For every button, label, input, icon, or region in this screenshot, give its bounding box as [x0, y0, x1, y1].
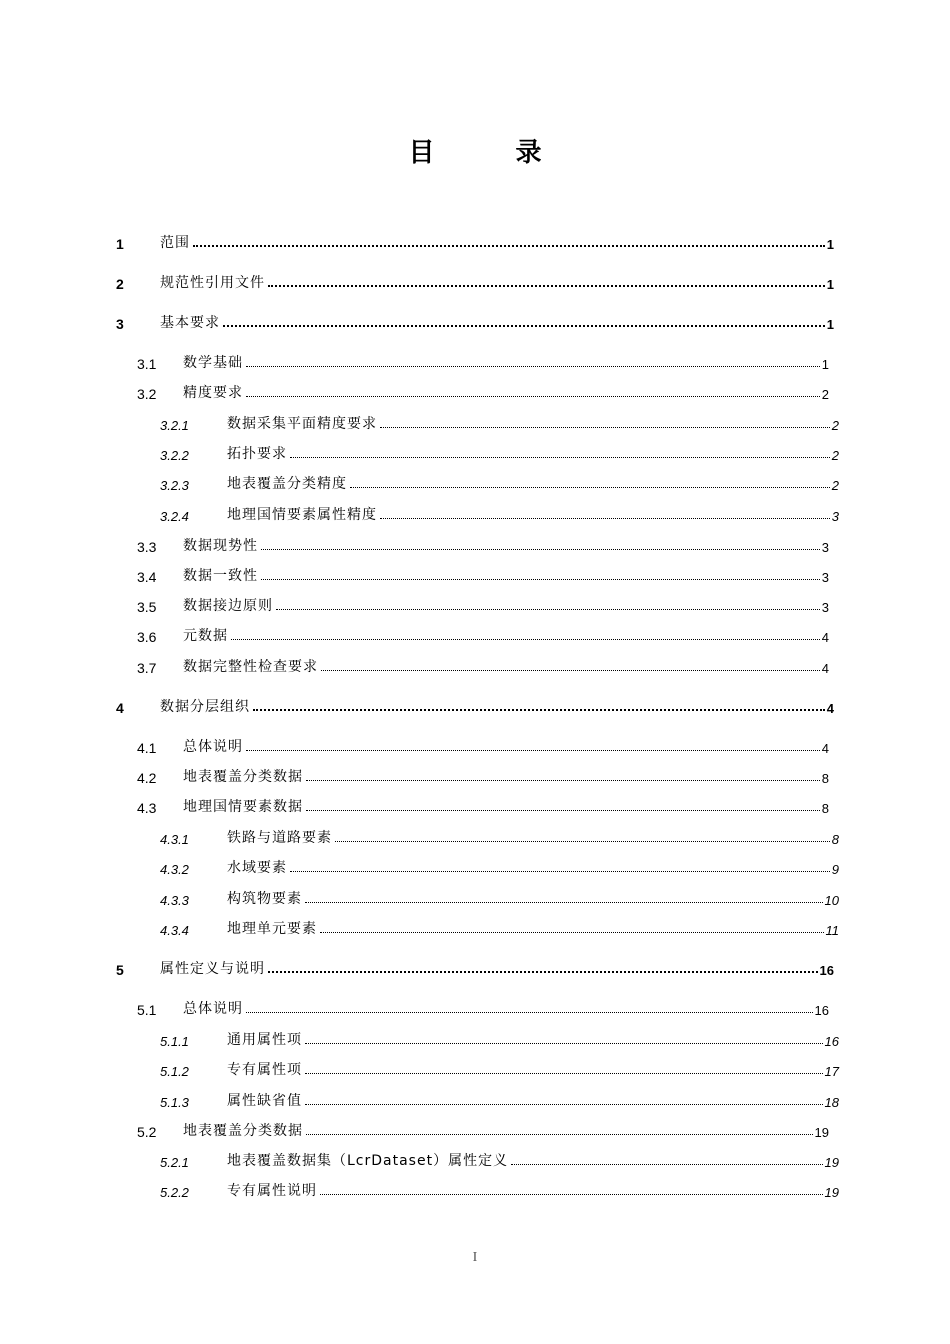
toc-entry-page: 11: [825, 923, 839, 938]
toc-entry[interactable]: [0, 918, 950, 940]
toc-entry-number: 4.3.2: [160, 862, 189, 877]
toc-entry-label: 数学基础: [183, 355, 243, 371]
toc-entry-number: 3.6: [137, 629, 157, 645]
toc-entry-page: 16: [824, 1034, 839, 1049]
toc-entry-label: 数据现势性: [183, 538, 258, 554]
toc-entry-label: 地表覆盖数据集（LcrDataset）属性定义: [227, 1153, 509, 1169]
toc-entry[interactable]: [0, 1150, 950, 1172]
dot-leader: [335, 841, 830, 842]
toc-entry[interactable]: [0, 998, 950, 1020]
toc-entry-label: 地表覆盖分类数据: [183, 769, 303, 785]
toc-entry[interactable]: [0, 796, 950, 818]
toc-entry[interactable]: [0, 736, 950, 758]
toc-entry-label: 通用属性项: [227, 1032, 302, 1048]
toc-entry-number: 4.3: [137, 800, 157, 816]
toc-entry-page: 2: [831, 448, 839, 463]
toc-title: 目 录: [408, 138, 578, 168]
toc-entry-page: 9: [831, 862, 839, 877]
toc-entry-number: 3.2.2: [160, 448, 189, 463]
toc-entry-label: 基本要求: [160, 315, 220, 331]
toc-entry-number: 4.3.3: [160, 893, 189, 908]
toc-entry-label: 数据采集平面精度要求: [227, 416, 377, 432]
dot-leader: [268, 971, 818, 973]
toc-entry-number: 3.4: [137, 569, 157, 585]
toc-entry-number: 3.2.1: [160, 418, 189, 433]
toc-entry-number: 3.5: [137, 599, 157, 615]
dot-leader: [380, 427, 830, 428]
toc-entry-number: 3.7: [137, 660, 157, 676]
toc-entry-number: 5.1.1: [160, 1034, 189, 1049]
toc-entry-number: 4.3.4: [160, 923, 189, 938]
dot-leader: [246, 750, 820, 751]
dot-leader: [305, 1073, 823, 1074]
toc-entry[interactable]: [0, 352, 950, 374]
toc-entry-page: 10: [824, 893, 839, 908]
toc-entry[interactable]: [0, 232, 950, 254]
toc-entry-label: 元数据: [183, 628, 228, 644]
toc-entry-number: 4: [116, 700, 124, 716]
toc-entry[interactable]: [0, 696, 950, 718]
toc-entry-page: 18: [824, 1095, 839, 1110]
toc-entry-number: 5.2.1: [160, 1155, 189, 1170]
toc-entry[interactable]: [0, 595, 950, 617]
toc-entry-page: 3: [821, 570, 829, 585]
toc-entry[interactable]: [0, 443, 950, 465]
toc-entry-label: 拓扑要求: [227, 446, 287, 462]
toc-entry[interactable]: [0, 504, 950, 526]
dot-leader: [246, 396, 820, 397]
dot-leader: [261, 579, 820, 580]
toc-entry-page: 1: [826, 317, 834, 332]
toc-entry-label: 地理国情要素属性精度: [227, 507, 377, 523]
toc-entry-label: 数据接边原则: [183, 598, 273, 614]
toc-entry[interactable]: [0, 473, 950, 495]
dot-leader: [223, 325, 825, 327]
toc-entry-label: 铁路与道路要素: [227, 830, 332, 846]
toc-entry[interactable]: [0, 827, 950, 849]
toc-entry-number: 3.2.3: [160, 478, 189, 493]
toc-entry-number: 5.1.3: [160, 1095, 189, 1110]
toc-entry-label: 数据一致性: [183, 568, 258, 584]
toc-entry-number: 3.1: [137, 356, 157, 372]
dot-leader: [380, 518, 830, 519]
toc-entry-number: 5: [116, 962, 124, 978]
toc-entry-label: 数据分层组织: [160, 699, 250, 715]
toc-entry[interactable]: [0, 656, 950, 678]
toc-entry[interactable]: [0, 1180, 950, 1202]
toc-entry-page: 2: [831, 478, 839, 493]
toc-entry[interactable]: [0, 1029, 950, 1051]
dot-leader: [306, 810, 820, 811]
toc-entry[interactable]: [0, 1059, 950, 1081]
toc-entry-label: 精度要求: [183, 385, 243, 401]
dot-leader: [350, 487, 830, 488]
dot-leader: [306, 1134, 813, 1135]
toc-entry[interactable]: [0, 958, 950, 980]
toc-entry-number: 4.3.1: [160, 832, 189, 847]
toc-entry-page: 19: [824, 1185, 839, 1200]
toc-entry-label: 属性定义与说明: [160, 961, 265, 977]
toc-entry-label: 专有属性说明: [227, 1183, 317, 1199]
toc-entry-label: 地理单元要素: [227, 921, 317, 937]
dot-leader: [290, 871, 830, 872]
dot-leader: [290, 457, 830, 458]
toc-entry-page: 1: [826, 277, 834, 292]
toc-entry-number: 1: [116, 236, 124, 252]
toc-entry[interactable]: [0, 625, 950, 647]
toc-entry-number: 4.1: [137, 740, 157, 756]
toc-entry-label: 专有属性项: [227, 1062, 302, 1078]
toc-entry-number: 5.1: [137, 1002, 157, 1018]
toc-entry-number: 4.2: [137, 770, 157, 786]
dot-leader: [193, 245, 825, 247]
toc-entry[interactable]: [0, 857, 950, 879]
toc-entry-number: 3.2.4: [160, 509, 189, 524]
toc-entry-label: 地理国情要素数据: [183, 799, 303, 815]
toc-entry-number: 5.2: [137, 1124, 157, 1140]
toc-entry-page: 4: [821, 661, 829, 676]
dot-leader: [261, 549, 820, 550]
toc-entry-page: 3: [831, 509, 839, 524]
toc-entry[interactable]: [0, 382, 950, 404]
toc-entry-page: 17: [824, 1064, 839, 1079]
toc-entry-page: 3: [821, 540, 829, 555]
toc-entry-page: 2: [831, 418, 839, 433]
dot-leader: [320, 1194, 823, 1195]
toc-entry[interactable]: [0, 272, 950, 294]
toc-entry[interactable]: [0, 1090, 950, 1112]
toc-entry-label: 数据完整性检查要求: [183, 659, 318, 675]
toc-entry-page: 2: [821, 387, 829, 402]
dot-leader: [231, 639, 820, 640]
toc-entry-page: 4: [821, 741, 829, 756]
page-number: I: [472, 1250, 478, 1265]
toc-entry-page: 8: [831, 832, 839, 847]
toc-entry-page: 4: [821, 630, 829, 645]
toc-entry-label: 地表覆盖分类精度: [227, 476, 347, 492]
toc-entry-page: 4: [826, 701, 834, 716]
dot-leader: [320, 932, 824, 933]
toc-entry-number: 3.3: [137, 539, 157, 555]
dot-leader: [321, 670, 820, 671]
toc-entry-page: 8: [821, 801, 829, 816]
dot-leader: [306, 780, 820, 781]
toc-entry[interactable]: [0, 888, 950, 910]
toc-entry-page: 16: [814, 1003, 829, 1018]
toc-entry-number: 5.1.2: [160, 1064, 189, 1079]
toc-entry-page: 19: [824, 1155, 839, 1170]
dot-leader: [276, 609, 820, 610]
toc-entry[interactable]: [0, 312, 950, 334]
toc-entry-label: 地表覆盖分类数据: [183, 1123, 303, 1139]
dot-leader: [253, 709, 825, 711]
toc-entry-label: 总体说明: [183, 739, 243, 755]
toc-entry-number: 2: [116, 276, 124, 292]
toc-entry[interactable]: [0, 413, 950, 435]
dot-leader: [305, 1043, 823, 1044]
dot-leader: [268, 285, 825, 287]
toc-entry-page: 19: [814, 1125, 829, 1140]
toc-entry-label: 总体说明: [183, 1001, 243, 1017]
toc-entry[interactable]: [0, 766, 950, 788]
toc-entry-page: 8: [821, 771, 829, 786]
dot-leader: [246, 1012, 813, 1013]
dot-leader: [305, 1104, 823, 1105]
toc-entry-page: 1: [826, 237, 834, 252]
toc-entry-label: 水域要素: [227, 860, 287, 876]
toc-entry-page: 3: [821, 600, 829, 615]
toc-entry-page: 1: [821, 357, 829, 372]
toc-entry[interactable]: [0, 1120, 950, 1142]
toc-entry-number: 3.2: [137, 386, 157, 402]
toc-entry-number: 5.2.2: [160, 1185, 189, 1200]
toc-entry-label: 规范性引用文件: [160, 275, 265, 291]
dot-leader: [511, 1164, 822, 1165]
toc-entry-label: 构筑物要素: [227, 891, 302, 907]
toc-entry-number: 3: [116, 316, 124, 332]
toc-entry[interactable]: [0, 535, 950, 557]
toc-entry[interactable]: [0, 565, 950, 587]
toc-entry-label: 范围: [160, 235, 190, 251]
toc-entry-page: 16: [819, 963, 834, 978]
toc-entry-label: 属性缺省值: [227, 1093, 302, 1109]
dot-leader: [305, 902, 823, 903]
dot-leader: [246, 366, 820, 367]
